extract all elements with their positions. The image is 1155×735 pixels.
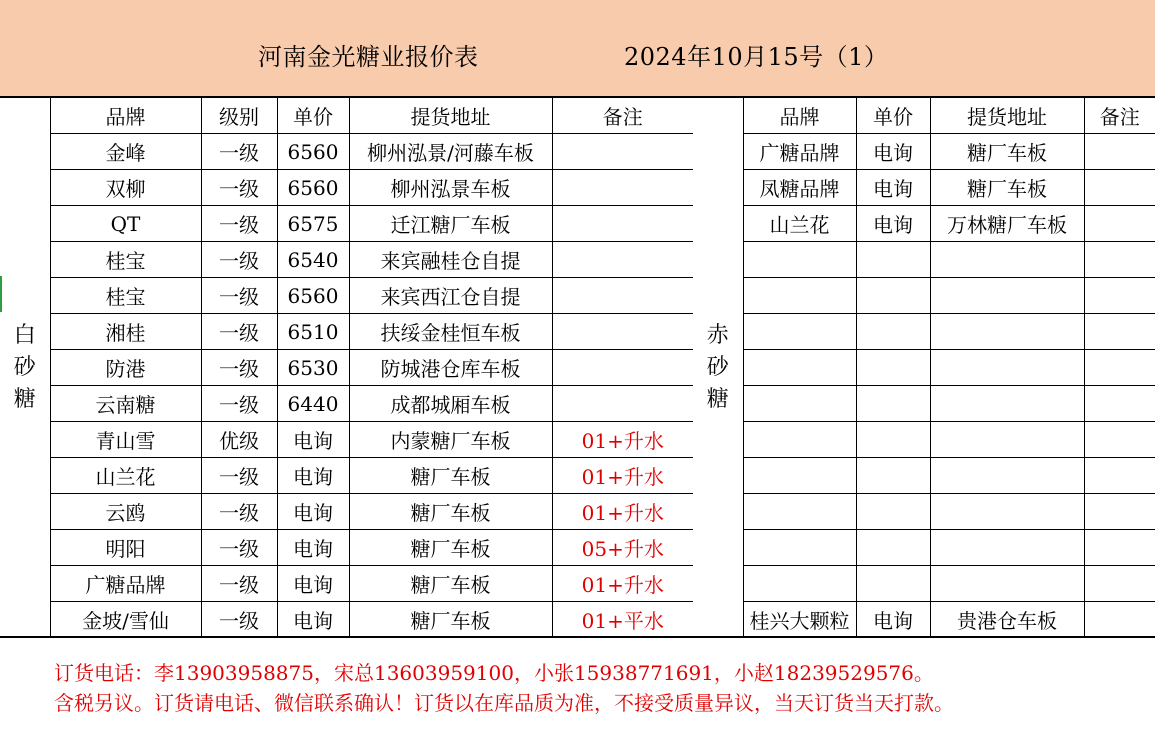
price-cell: 6560 [277, 278, 349, 314]
table-row [693, 242, 1155, 278]
address-cell: 内蒙糖厂车板 [349, 422, 552, 458]
address-cell [930, 350, 1084, 386]
note-cell: 01+升水 [552, 566, 693, 602]
brand-cell [743, 350, 856, 386]
price-cell: 电询 [856, 170, 930, 206]
address-cell: 糖厂车板 [349, 494, 552, 530]
price-cell: 6510 [277, 314, 349, 350]
note-cell [552, 206, 693, 242]
title-bar [0, 0, 1155, 97]
brand-cell [743, 278, 856, 314]
table-row [693, 134, 1155, 170]
note-cell [552, 242, 693, 278]
col-brand-header: 品牌 [743, 98, 856, 134]
note-cell [1084, 242, 1155, 278]
table-row [693, 422, 1155, 458]
price-cell [856, 566, 930, 602]
price-cell [856, 242, 930, 278]
address-cell: 糖厂车板 [349, 530, 552, 566]
date-label: 2024年10月15号（1） [624, 43, 889, 71]
brand-cell: 青山雪 [50, 422, 201, 458]
note-cell [1084, 422, 1155, 458]
grade-cell: 一级 [201, 386, 277, 422]
table-row [0, 530, 693, 566]
grade-cell: 一级 [201, 458, 277, 494]
table-row [693, 314, 1155, 350]
table-row [693, 458, 1155, 494]
grade-cell: 一级 [201, 530, 277, 566]
table-row [0, 494, 693, 530]
address-cell: 防城港仓库车板 [349, 350, 552, 386]
brand-cell: 金峰 [50, 134, 201, 170]
col-grade-header: 级别 [201, 98, 277, 134]
price-cell: 6440 [277, 386, 349, 422]
price-cell: 6530 [277, 350, 349, 386]
address-cell: 糖厂车板 [349, 566, 552, 602]
note-cell: 01+平水 [552, 602, 693, 638]
note-cell [552, 278, 693, 314]
grade-cell: 一级 [201, 206, 277, 242]
table-row [693, 386, 1155, 422]
note-cell [552, 170, 693, 206]
col-note-header: 备注 [1084, 98, 1155, 134]
brand-cell: QT [50, 206, 201, 242]
note-cell [1084, 602, 1155, 638]
right-category-label [693, 98, 743, 638]
note-cell [1084, 566, 1155, 602]
table-row [0, 458, 693, 494]
grade-cell: 一级 [201, 242, 277, 278]
price-cell: 电询 [277, 566, 349, 602]
table-row [0, 314, 693, 350]
table-row [693, 494, 1155, 530]
brand-cell: 云鸥 [50, 494, 201, 530]
col-price-header: 单价 [277, 98, 349, 134]
address-cell: 成都城厢车板 [349, 386, 552, 422]
address-cell [930, 458, 1084, 494]
price-cell [856, 350, 930, 386]
brand-cell: 广糖品牌 [50, 566, 201, 602]
category-char: 砂 [13, 354, 36, 380]
grade-cell: 一级 [201, 170, 277, 206]
brand-cell [743, 386, 856, 422]
grade-cell: 一级 [201, 350, 277, 386]
note-cell [1084, 350, 1155, 386]
brand-cell [743, 422, 856, 458]
note-cell: 05+升水 [552, 530, 693, 566]
table-row [0, 206, 693, 242]
price-cell: 电询 [277, 602, 349, 638]
table-row [0, 350, 693, 386]
grade-cell: 一级 [201, 278, 277, 314]
note-cell [1084, 134, 1155, 170]
order-phone-line: 订货电话：李13903958875，宋总13603959100，小张15938771691，小赵18239529576。 [54, 661, 934, 685]
address-cell: 糖厂车板 [349, 602, 552, 638]
price-cell: 6560 [277, 134, 349, 170]
table-header-row [693, 98, 1155, 134]
address-cell [930, 386, 1084, 422]
note-cell [1084, 170, 1155, 206]
table-row [0, 566, 693, 602]
brand-cell [743, 242, 856, 278]
address-cell: 来宾融桂仓自提 [349, 242, 552, 278]
col-price-header: 单价 [856, 98, 930, 134]
address-cell [930, 566, 1084, 602]
table-row [0, 278, 693, 314]
category-char: 糖 [13, 386, 36, 412]
address-cell [930, 278, 1084, 314]
table-row [693, 530, 1155, 566]
brand-cell [743, 494, 856, 530]
category-char: 砂 [706, 354, 729, 380]
brand-cell [743, 566, 856, 602]
grade-cell: 优级 [201, 422, 277, 458]
table-row [0, 242, 693, 278]
note-cell [1084, 314, 1155, 350]
col-brand-header: 品牌 [50, 98, 201, 134]
price-cell: 电询 [856, 134, 930, 170]
note-cell [1084, 458, 1155, 494]
note-cell: 01+升水 [552, 458, 693, 494]
price-cell: 电询 [277, 422, 349, 458]
address-cell: 扶绥金桂恒车板 [349, 314, 552, 350]
col-address-header: 提货地址 [349, 98, 552, 134]
col-address-header: 提货地址 [930, 98, 1084, 134]
price-cell [856, 530, 930, 566]
address-cell: 糖厂车板 [349, 458, 552, 494]
category-char: 白 [13, 322, 36, 348]
address-cell [930, 314, 1084, 350]
address-cell [930, 530, 1084, 566]
note-cell [1084, 206, 1155, 242]
category-char: 赤 [706, 322, 729, 348]
grade-cell: 一级 [201, 566, 277, 602]
price-cell [856, 458, 930, 494]
price-cell: 电询 [277, 494, 349, 530]
terms-line: 含税另议。订货请电话、微信联系确认！订货以在库品质为准，不接受质量异议，当天订货当天打款。 [54, 691, 954, 715]
note-cell [552, 134, 693, 170]
brand-cell [743, 314, 856, 350]
brand-cell: 云南糖 [50, 386, 201, 422]
price-cell: 6575 [277, 206, 349, 242]
table-row [0, 170, 693, 206]
grade-cell: 一级 [201, 134, 277, 170]
footer-notes [0, 636, 1155, 735]
address-cell: 贵港仓车板 [930, 602, 1084, 638]
price-cell: 6560 [277, 170, 349, 206]
grade-cell: 一级 [201, 314, 277, 350]
brand-cell [743, 530, 856, 566]
table-row [0, 386, 693, 422]
note-cell [1084, 494, 1155, 530]
brown-sugar-table [693, 97, 1155, 638]
address-cell: 柳州泓景车板 [349, 170, 552, 206]
brand-cell: 桂宝 [50, 278, 201, 314]
brand-cell: 防港 [50, 350, 201, 386]
note-cell [552, 386, 693, 422]
note-cell: 01+升水 [552, 494, 693, 530]
grade-cell: 一级 [201, 602, 277, 638]
address-cell: 糖厂车板 [930, 134, 1084, 170]
category-char: 糖 [706, 386, 729, 412]
table-row [693, 602, 1155, 638]
brand-cell [743, 458, 856, 494]
brand-cell: 金坡/雪仙 [50, 602, 201, 638]
address-cell: 来宾西江仓自提 [349, 278, 552, 314]
address-cell [930, 494, 1084, 530]
note-cell [1084, 530, 1155, 566]
note-cell [552, 314, 693, 350]
price-cell: 电询 [856, 602, 930, 638]
page-title: 河南金光糖业报价表 [258, 43, 479, 71]
price-cell: 电询 [277, 530, 349, 566]
brand-cell: 双柳 [50, 170, 201, 206]
brand-cell: 桂宝 [50, 242, 201, 278]
address-cell: 柳州泓景/河藤车板 [349, 134, 552, 170]
table-row [0, 422, 693, 458]
price-cell [856, 386, 930, 422]
address-cell [930, 422, 1084, 458]
brand-cell: 明阳 [50, 530, 201, 566]
price-cell [856, 422, 930, 458]
address-cell: 糖厂车板 [930, 170, 1084, 206]
brand-cell: 湘桂 [50, 314, 201, 350]
note-cell [552, 350, 693, 386]
address-cell: 迁江糖厂车板 [349, 206, 552, 242]
price-cell [856, 278, 930, 314]
white-sugar-table [0, 97, 693, 638]
brand-cell: 凤糖品牌 [743, 170, 856, 206]
price-cell: 电询 [277, 458, 349, 494]
price-cell [856, 314, 930, 350]
grade-cell: 一级 [201, 494, 277, 530]
table-row [693, 350, 1155, 386]
brand-cell: 山兰花 [743, 206, 856, 242]
address-cell [930, 242, 1084, 278]
address-cell: 万林糖厂车板 [930, 206, 1084, 242]
left-category-label [0, 98, 50, 638]
note-cell [1084, 278, 1155, 314]
table-row [693, 278, 1155, 314]
table-row [693, 566, 1155, 602]
table-row [0, 602, 693, 638]
table-row [693, 206, 1155, 242]
col-note-header: 备注 [552, 98, 693, 134]
note-cell: 01+升水 [552, 422, 693, 458]
table-header-row [0, 98, 693, 134]
price-cell: 电询 [856, 206, 930, 242]
brand-cell: 广糖品牌 [743, 134, 856, 170]
table-row [0, 134, 693, 170]
brand-cell: 桂兴大颗粒 [743, 602, 856, 638]
note-cell [1084, 386, 1155, 422]
table-row [693, 170, 1155, 206]
price-cell: 6540 [277, 242, 349, 278]
price-cell [856, 494, 930, 530]
brand-cell: 山兰花 [50, 458, 201, 494]
